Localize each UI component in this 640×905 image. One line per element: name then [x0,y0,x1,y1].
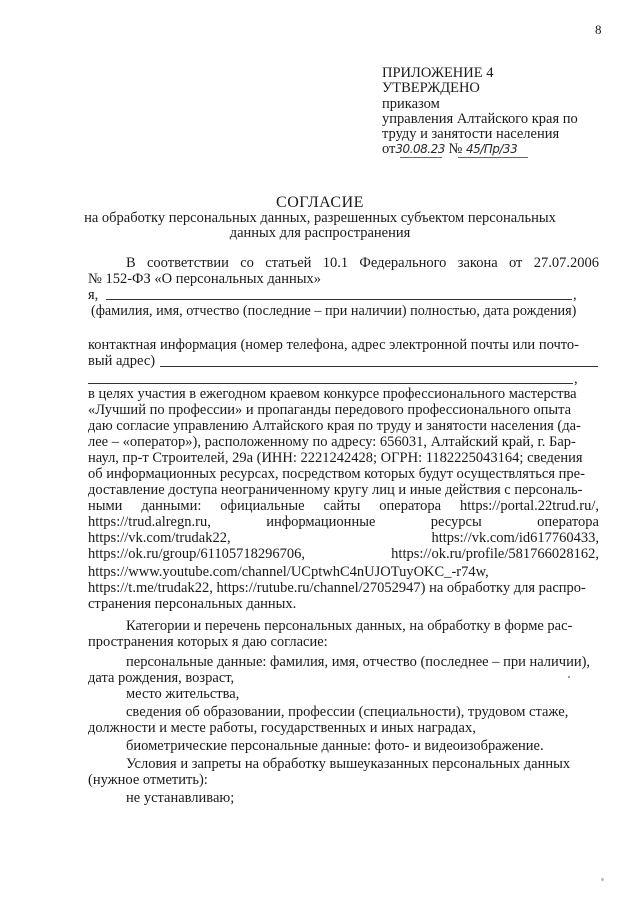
handwritten-date: 30.08.23 [395,142,445,156]
paragraph-purpose-line: лее – «оператор»), расположенному по адресу: 656031, Алтайский край, г. Бар- [88,434,576,450]
vk-links-line: https://vk.com/trudak22, https://vk.com/id617760433, [88,530,599,546]
page-number: 8 [595,22,602,37]
youtube-link-line: https://www.youtube.com/channel/UCptwhC4nUJOTuyOKC_-r74w, [88,564,489,580]
handwritten-number: 45/Пр/33 [465,142,518,156]
ya-label: я, [88,287,99,303]
fio-hint: (фамилия, имя, отчество (последние – при наличии) полностью, дата рождения) [91,303,577,319]
paragraph-purpose-line: в целях участия в ежегодном краевом конкурсе профессионального мастерства [88,386,577,402]
personal-data-item-2: дата рождения, возраст, [88,670,235,686]
name-comma: , [573,287,577,303]
contact-info-line-2: вый адрес) [88,353,156,369]
approved-label: УТВЕРЖДЕНО [382,80,480,96]
number-sign: № [448,141,463,157]
paragraph-purpose-line: наул, пр-т Строителей, 29а (ИНН: 2221242428; ОГРН: 1182225043164; сведения [88,450,583,466]
scan-speck-2 [601,878,604,881]
date-underline [400,157,442,158]
paragraph-purpose-line: даю согласие управлению Алтайского края по труду и занятости населения (да- [88,418,581,434]
date-prefix: от [382,141,396,157]
contact-comma: , [574,371,578,387]
law-reference: № 152-ФЗ «О персональных данных» [88,271,321,287]
scan-speck [568,676,570,678]
conditions-line: Условия и запреты на обработку вышеуказанных персональных данных [126,756,571,772]
residence-item: место жительства, [126,686,240,702]
personal-data-item: персональные данные: фамилия, имя, отчество (последнее – при наличии), [126,654,591,670]
paragraph-purpose-line: доставление доступа неограниченному кругу лиц и иные действия с персональ- [88,482,583,498]
order-label: приказом [382,96,440,112]
operator-sites-line: ными данными: официальные сайты оператора https://portal.22trud.ru/, [88,498,599,514]
contact-info-line: контактная информация (номер телефона, адрес электронной почты или почто- [88,337,579,353]
telegram-rutube-line: https://t.me/trudak22, https://rutube.ru/channel/27052947) на обработку для распро- [88,580,586,596]
education-item-2: должности и месте работы, государственных и иных наградах, [88,720,476,736]
categories-heading-line-2: пространения которых я даю согласие: [88,634,328,650]
paragraph-purpose-end: странения персональных данных. [88,596,297,612]
document-subtitle-2: данных для распространения [229,225,411,241]
biometric-item: биометрические персональные данные: фото- и видеоизображение. [126,738,544,754]
contact-blank-line[interactable] [160,366,598,367]
conditions-line-2: (нужное отметить): [88,772,208,788]
department-line-2: труду и занятости населения [382,126,560,142]
document-subtitle: на обработку персональных данных, разрешенных субъектом персональных [84,210,556,226]
no-restrictions-option[interactable]: не устанавливаю; [126,790,235,806]
ok-links-line: https://ok.ru/group/61105718296706, https://ok.ru/profile/581766028162, [88,546,599,562]
paragraph-purpose-line: об информационных ресурсах, посредством которых будут осуществляться пре- [88,466,585,482]
categories-heading-line: Категории и перечень персональных данных, на обработку в форме рас- [126,618,573,634]
appendix-label: ПРИЛОЖЕНИЕ 4 [382,65,494,81]
paragraph-intro-line: В соответствии со статьей 10.1 Федерального закона от 27.07.2006 [126,255,599,271]
education-item: сведения об образовании, профессии (специальности), трудовом стаже, [126,704,569,720]
contact-blank-line-2[interactable] [88,383,573,384]
paragraph-purpose-line: «Лучший по профессии» и пропаганды передового профессионального опыта [88,402,572,418]
operator-resources-line: https://trud.alregn.ru, информационные ресурсы оператора [88,514,599,530]
order-date-line [382,142,517,157]
document-title: СОГЛАСИЕ [276,194,364,211]
department-line: управления Алтайского края по [382,111,578,127]
name-blank-line[interactable] [106,299,572,300]
number-underline [458,157,528,158]
